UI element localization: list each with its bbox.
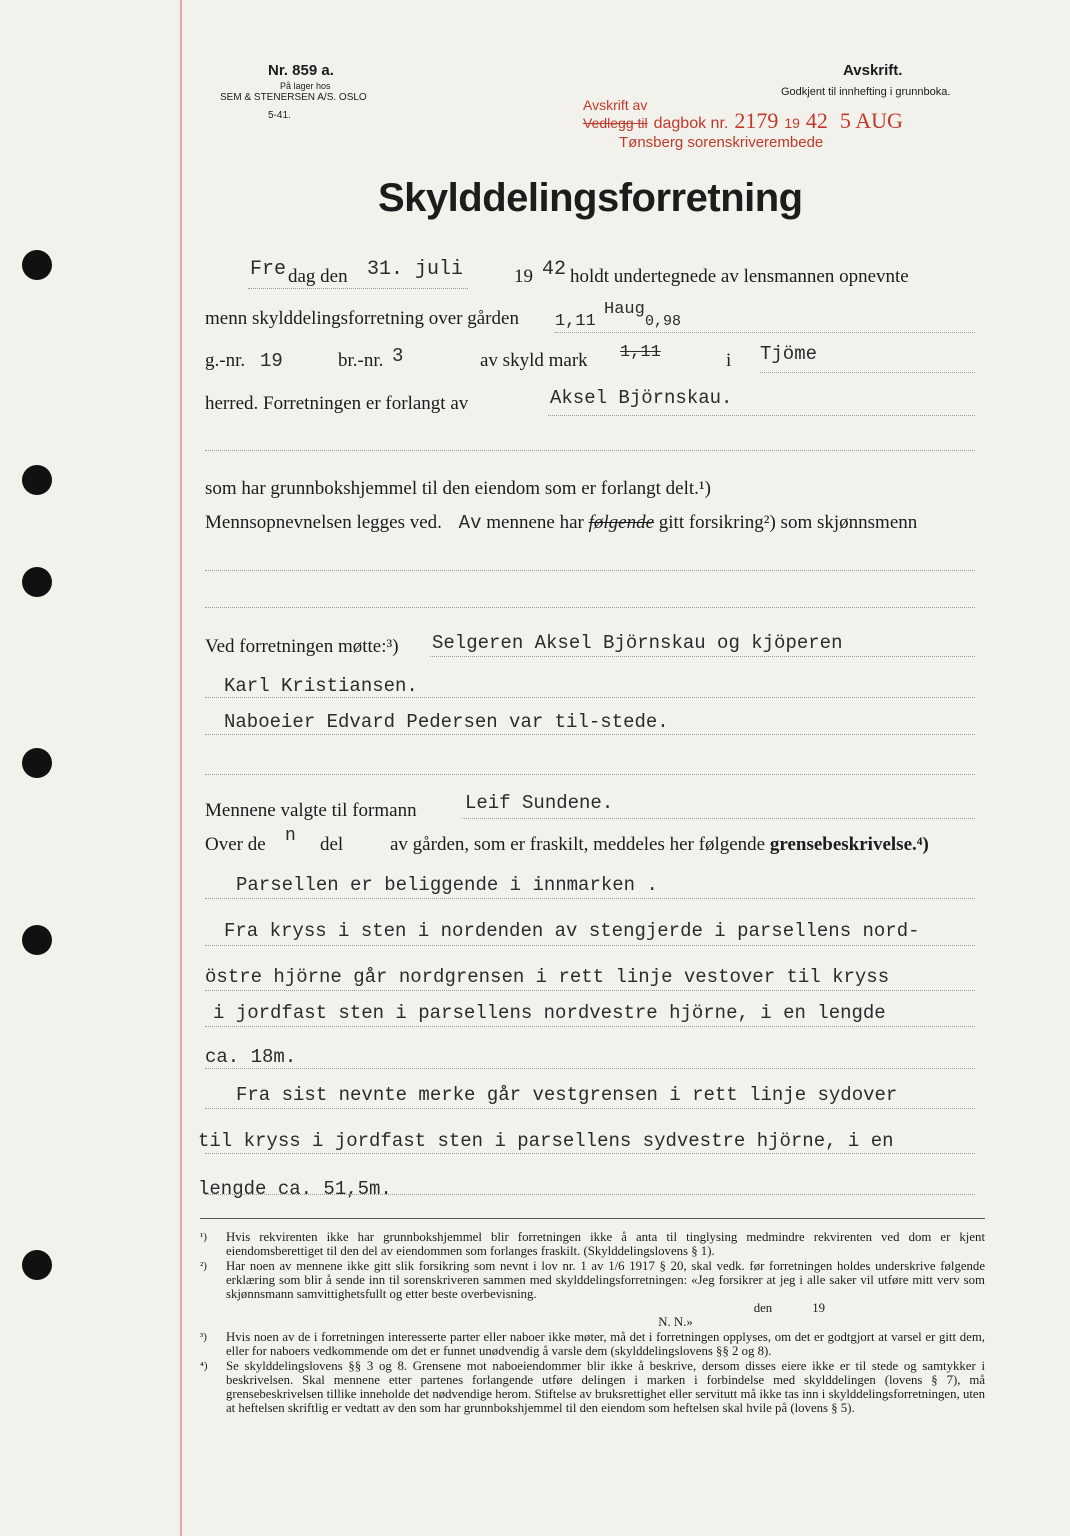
- form-number: Nr. 859 a.: [268, 62, 334, 79]
- footnote-text: Hvis noen av de i forretningen interesserte parter eller naboer ikke møter, må det i forretningen opplyses, om det er godtgjort at varsel er gitt dem, eller for naboers vedkommende om det er funnet unødvendig å varsle dem (skylddelingslovens §§ 2 og 8).: [226, 1330, 985, 1358]
- desc-line: Parsellen er beliggende i innmarken .: [236, 874, 658, 896]
- menn-text-c: mennene har: [486, 512, 584, 533]
- publisher-line-1: På lager hos: [280, 81, 331, 91]
- fill-line: [462, 818, 975, 819]
- desc-line: ca. 18m.: [205, 1046, 297, 1068]
- grense-intro: [390, 834, 929, 856]
- mote-line-3: Naboeier Edvard Pedersen var til-stede.: [224, 711, 669, 733]
- mote-line-1: Selgeren Aksel Björnskau og kjöperen: [432, 632, 843, 654]
- footnote-text: Se skylddelingslovens §§ 3 og 8. Grensene mot naboeiendommer blir ikke å beskrive, dersom disses eiere ikke er til stede og samtykker i beskrivelsen. Skal mennene etter partenes forlangende utføre delingen i marken i forbindelse med skylddelingen (lovens § 7), må grensebeskrivelsen tillike inneholde det nødvendige herom. Stiftelse av bruksrettighet eller servitutt må ikke tas inn i skylddelingsforretningen, uten at heftelsen skriftlig er vedtatt av den som har grunnbokshjemmel til den eiendom som heftelsen skal hvile på (lovens § 5).: [226, 1359, 985, 1415]
- stamp-dagbok-number: 2179: [734, 108, 779, 133]
- stamp-avskrift: Avskrift av: [583, 97, 648, 113]
- gnr-value: 19: [260, 350, 283, 372]
- formann-value: Leif Sundene.: [465, 792, 614, 814]
- stamp-year-prefix: 19: [784, 115, 800, 131]
- herred-label: herred. Forretningen er forlangt av: [205, 393, 469, 414]
- registry-stamp: [583, 98, 903, 150]
- footnote: [200, 1230, 985, 1258]
- fill-line: [248, 288, 468, 289]
- stamp-office: Tønsberg sorenskriverembede: [619, 134, 824, 151]
- gnr-label: g.-nr.: [205, 350, 246, 371]
- desc-line: Fra kryss i sten i nordenden av stengjerde i parsellens nord-: [224, 920, 920, 942]
- fill-line: [205, 990, 975, 991]
- footnote-den: den: [753, 1301, 773, 1315]
- fill-line: [548, 415, 975, 416]
- requested-by: Aksel Björnskau.: [550, 387, 733, 409]
- fill-line: [205, 1153, 975, 1154]
- page-title: Skylddelingsforretning: [378, 176, 803, 220]
- skyld-correction: 0,98: [645, 313, 682, 330]
- footnote: [200, 1330, 985, 1358]
- footnote-separator: [200, 1218, 985, 1219]
- footnote-year: 19: [812, 1301, 825, 1315]
- brnr-label: br.-nr.: [338, 350, 384, 371]
- over-label: Over de: [205, 834, 266, 855]
- avskrift-label: Avskrift.: [843, 62, 903, 79]
- i-label: i: [726, 350, 732, 371]
- mote-line-2: Karl Kristiansen.: [224, 675, 418, 697]
- footnote-text: Hvis rekvirenten ikke har grunnbokshjemmel blir forretningen ikke å anta til tinglysing medmindre rekvirenten ved dom er kjent eiendomsberettiget til den del av eiendommen som forlanges fraskilt. (Skylddelingslovens § 1).: [226, 1230, 985, 1258]
- fill-line: [555, 332, 975, 333]
- grunnbok-text: som har grunnbokshjemmel til den eiendom som er forlangt delt.¹): [205, 478, 711, 499]
- over-value: n: [285, 826, 296, 846]
- brnr-value: 3: [392, 345, 404, 367]
- menn-text: [205, 512, 917, 534]
- desc-line: til kryss i jordfast sten i parsellens sydvestre hjörne, i en: [198, 1130, 894, 1152]
- fill-line: [760, 372, 975, 373]
- footnote-number: ¹): [200, 1231, 207, 1243]
- punch-hole: [22, 465, 52, 495]
- stamp-dagbok: dagbok nr.: [653, 115, 729, 132]
- desc-line: östre hjörne går nordgrensen i rett linje vestover til kryss: [205, 966, 890, 988]
- herred-value: Tjöme: [760, 343, 818, 365]
- fill-line: [205, 1108, 975, 1109]
- garden-label: menn skylddelingsforretning over gården: [205, 308, 519, 329]
- fill-line: [205, 945, 975, 946]
- dag-den-label: dag den: [288, 266, 348, 287]
- fill-line: [205, 607, 975, 608]
- footnote-number: ²): [200, 1260, 207, 1272]
- punch-hole: [22, 567, 52, 597]
- fill-line: [205, 1194, 975, 1195]
- footnote: [200, 1359, 985, 1415]
- fill-line: [205, 898, 975, 899]
- footnote-number: ⁴): [200, 1360, 208, 1372]
- fill-line: [430, 656, 975, 657]
- over-suffix-a: av gården, som er fraskilt, meddeles her følgende: [390, 834, 766, 855]
- footnote-text: [226, 1259, 985, 1329]
- garden-skyld: 1,11: [555, 312, 596, 331]
- footnote-number: ³): [200, 1331, 207, 1343]
- stamp-year: 42: [805, 108, 828, 133]
- desc-line: lengde ca. 51,5m.: [198, 1178, 392, 1200]
- stamp-vedlegg: Vedlegg til: [583, 115, 648, 131]
- skyld-value: 1,11: [620, 343, 661, 362]
- garden-name: Haug: [604, 300, 645, 319]
- formann-label: Mennene valgte til formann: [205, 800, 417, 821]
- punch-hole: [22, 925, 52, 955]
- punch-hole: [22, 748, 52, 778]
- date-value: 31. juli: [367, 258, 464, 281]
- fill-line: [205, 734, 975, 735]
- form-date: 5-41.: [268, 110, 291, 121]
- footnotes: [200, 1230, 985, 1416]
- footnote: [200, 1259, 985, 1329]
- fill-line: [205, 1026, 975, 1027]
- over-suffix-b: grensebeskrivelse.⁴): [769, 834, 929, 855]
- footnote-text-body: Har noen av mennene ikke gitt slik forsikring som nevnt i lov nr. 1 av 1/6 1917 § 20, skal vedk. før forretningen holdes underskrive følgende erklæring som blir å sende inn til sorenskriveren sammen med skylddelingsforretningen: «Jeg forsikrer at jeg i alle saker vil utføre mitt verv som skjønnsmann samvittighetsfullt og etter beste overbevisning.: [226, 1259, 985, 1301]
- publisher-line-2: SEM & STENERSEN A/S. OSLO: [220, 92, 367, 103]
- del-label: del: [320, 834, 344, 855]
- punch-hole: [22, 1250, 52, 1280]
- fill-line: [205, 450, 975, 451]
- menn-text-b: Av: [458, 512, 482, 534]
- stamp-date: 5 AUG: [839, 108, 903, 133]
- menn-text-a: Mennsopnevnelsen legges ved.: [205, 512, 442, 533]
- margin-line: [180, 0, 182, 1536]
- year-prefix: 19: [514, 266, 533, 287]
- year-value: 42: [542, 258, 567, 281]
- footnote-signature-line: [226, 1301, 985, 1315]
- menn-text-d: følgende: [588, 512, 655, 533]
- godkjent-label: Godkjent til innhefting i grunnboka.: [781, 86, 951, 98]
- fill-line: [205, 1068, 975, 1069]
- fill-line: [205, 697, 975, 698]
- desc-line: Fra sist nevnte merke går vestgrensen i rett linje sydover: [236, 1084, 898, 1106]
- day-value: Fre: [250, 258, 287, 281]
- skyld-label: av skyld mark: [480, 350, 588, 371]
- menn-text-e: gitt forsikring²) som skjønnsmenn: [658, 512, 918, 533]
- footnote-nn: N. N.»: [658, 1315, 693, 1329]
- desc-line: i jordfast sten i parsellens nordvestre hjörne, i en lengde: [213, 1002, 886, 1024]
- mote-label: Ved forretningen møtte:³): [205, 636, 399, 657]
- punch-hole: [22, 250, 52, 280]
- fill-line: [205, 774, 975, 775]
- fill-line: [205, 570, 975, 571]
- intro-suffix: holdt undertegnede av lensmannen opnevnte: [570, 266, 909, 287]
